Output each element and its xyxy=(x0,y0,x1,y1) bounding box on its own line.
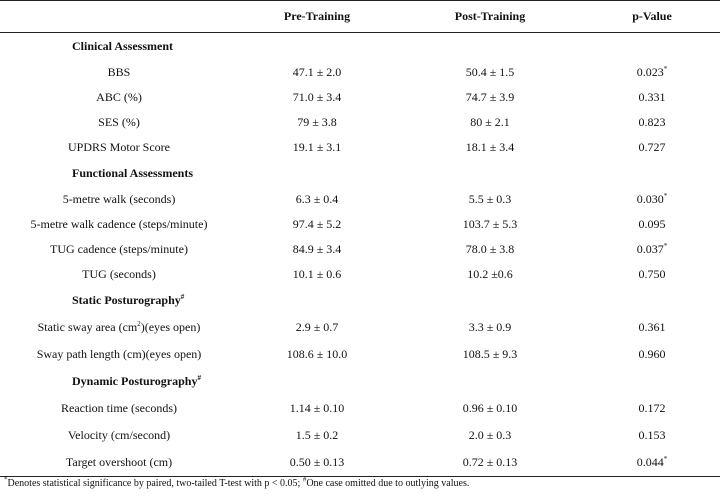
p-value: 0.750 xyxy=(638,267,666,281)
section-title xyxy=(0,33,720,61)
section-title xyxy=(0,368,720,395)
p-value: 0.095 xyxy=(638,217,666,231)
p-value: 0.361 xyxy=(638,320,666,334)
footnote-text-significance: Denotes statistical significance by paired, two-tailed T-test with p < 0.05; xyxy=(7,478,303,489)
section-header-row xyxy=(0,160,720,187)
row-label-suffix: )(eyes open) xyxy=(140,320,201,334)
pre-training-value: 10.1 ± 0.6 xyxy=(292,267,342,281)
p-value-cell xyxy=(584,135,720,160)
row-label: ABC (%) xyxy=(96,90,142,104)
p-value: 0.023 xyxy=(636,65,664,79)
post-training-value: 50.4 ± 1.5 xyxy=(465,65,515,79)
post-training-value: 0.96 ± 0.10 xyxy=(462,401,518,415)
post-training-value: 103.7 ± 5.3 xyxy=(462,217,518,231)
p-value: 0.044 xyxy=(636,455,664,469)
section-title-text: Functional Assessments xyxy=(72,166,194,180)
row-label-cell xyxy=(0,449,238,477)
row-label: TUG cadence (steps/minute) xyxy=(50,242,188,256)
row-label: SES (%) xyxy=(98,115,140,129)
post-training-value: 0.72 ± 0.13 xyxy=(396,449,584,477)
table-row xyxy=(0,422,720,449)
p-value-cell xyxy=(584,237,720,262)
row-label-cell xyxy=(0,422,238,449)
pre-training-value: 1.5 ± 0.2 xyxy=(295,428,339,442)
post-training-value: 74.7 ± 3.9 xyxy=(465,90,515,104)
table-row xyxy=(0,449,720,477)
row-label-superscript: 2 xyxy=(137,320,141,328)
header-pre-training: Pre-Training xyxy=(238,1,396,33)
p-value: 0.172 xyxy=(638,401,666,415)
row-label-cell xyxy=(0,135,238,160)
post-training-value: 80 ± 2.1 xyxy=(470,115,510,129)
p-value: 0.960 xyxy=(638,347,666,361)
section-title-text: Static Posturography xyxy=(72,293,181,307)
row-label-cell xyxy=(0,314,238,341)
post-training-value: 5.5 ± 0.3 xyxy=(468,192,512,206)
section-title-footnote-mark: # xyxy=(197,374,201,382)
p-value: 0.823 xyxy=(638,115,666,129)
row-label-cell xyxy=(0,262,238,287)
table-footnote xyxy=(4,475,470,489)
table-row xyxy=(0,341,720,368)
table-body xyxy=(0,33,720,477)
significance-mark: * xyxy=(663,242,668,250)
row-label: UPDRS Motor Score xyxy=(67,140,170,154)
section-header-row xyxy=(0,33,720,61)
pre-training-value: 79 ± 3.8 xyxy=(297,115,337,129)
section-title xyxy=(0,160,720,187)
pre-training-value: 71.0 ± 3.4 xyxy=(292,90,342,104)
table-row xyxy=(0,135,720,160)
pre-training-value: 19.1 ± 3.1 xyxy=(292,140,342,154)
row-label: TUG (seconds) xyxy=(82,267,156,281)
row-label: BBS xyxy=(107,65,131,79)
row-label-cell xyxy=(0,110,238,135)
p-value-cell xyxy=(584,187,720,212)
p-value-cell xyxy=(584,212,720,237)
row-label: Reaction time (seconds) xyxy=(61,401,177,415)
row-label-cell xyxy=(0,395,238,422)
row-label: Target overshoot (cm) xyxy=(65,455,173,469)
row-label: 5-metre walk (seconds) xyxy=(62,192,176,206)
post-training-value: 18.1 ± 3.4 xyxy=(465,140,515,154)
table-header-row xyxy=(0,1,720,33)
section-title xyxy=(0,287,720,314)
table-row xyxy=(0,110,720,135)
row-label: 5-metre walk cadence (steps/minute) xyxy=(30,217,208,231)
significance-mark: * xyxy=(663,192,668,200)
post-training-value: 78.0 ± 3.8 xyxy=(465,242,515,256)
header-post-training: Post-Training xyxy=(396,1,584,33)
significance-mark: * xyxy=(663,65,668,73)
row-label: Static sway area (cm xyxy=(37,320,138,334)
p-value: 0.030 xyxy=(636,192,664,206)
significance-mark: * xyxy=(663,455,668,463)
header-measure xyxy=(0,1,238,33)
table-row xyxy=(0,187,720,212)
section-header-row xyxy=(0,287,720,314)
pre-training-value: 2.9 ± 0.7 xyxy=(295,320,339,334)
row-label: Sway path length (cm)(eyes open) xyxy=(36,347,202,361)
table-row xyxy=(0,212,720,237)
footnote-text-omitted: One case omitted due to outlying values. xyxy=(306,478,470,489)
row-label-cell xyxy=(0,85,238,110)
p-value: 0.331 xyxy=(638,90,666,104)
pre-training-value: 47.1 ± 2.0 xyxy=(292,65,342,79)
p-value-cell xyxy=(584,110,720,135)
table-row xyxy=(0,85,720,110)
table-row xyxy=(0,314,720,341)
row-label-cell xyxy=(0,60,238,85)
pre-training-value: 0.50 ± 0.13 xyxy=(238,449,396,477)
row-label-cell xyxy=(0,187,238,212)
pre-training-value: 6.3 ± 0.4 xyxy=(295,192,339,206)
p-value: 0.727 xyxy=(638,140,666,154)
p-value-cell xyxy=(584,395,720,422)
p-value-cell xyxy=(584,85,720,110)
section-title-footnote-mark: # xyxy=(180,293,185,301)
p-value: 0.037 xyxy=(636,242,664,256)
footnote-mark-omitted: # xyxy=(302,475,307,484)
row-label-cell xyxy=(0,212,238,237)
p-value-cell xyxy=(584,422,720,449)
pre-training-value: 97.4 ± 5.2 xyxy=(292,217,342,231)
p-value-cell xyxy=(584,341,720,368)
row-label-cell xyxy=(0,341,238,368)
pre-training-value: 84.9 ± 3.4 xyxy=(292,242,342,256)
post-training-value: 10.2 ±0.6 xyxy=(467,267,513,281)
p-value-cell xyxy=(584,60,720,85)
row-label-cell xyxy=(0,237,238,262)
section-header-row xyxy=(0,368,720,395)
table-row xyxy=(0,60,720,85)
pre-training-value: 1.14 ± 0.10 xyxy=(289,401,345,415)
post-training-value: 108.5 ± 9.3 xyxy=(462,347,518,361)
post-training-value: 3.3 ± 0.9 xyxy=(468,320,512,334)
footnote-mark-significance: * xyxy=(4,475,8,484)
section-title-text: Dynamic Posturography xyxy=(72,374,198,388)
row-label: Velocity (cm/second) xyxy=(67,428,171,442)
p-value-cell xyxy=(584,314,720,341)
p-value-cell xyxy=(584,262,720,287)
pre-training-value: 108.6 ± 10.0 xyxy=(286,347,348,361)
p-value: 0.153 xyxy=(638,428,666,442)
post-training-value: 2.0 ± 0.3 xyxy=(468,428,512,442)
table-row xyxy=(0,395,720,422)
p-value-cell xyxy=(584,449,720,477)
header-p-value: p-Value xyxy=(584,1,720,33)
section-title-text: Clinical Assessment xyxy=(72,39,174,53)
table-row xyxy=(0,237,720,262)
table-row xyxy=(0,262,720,287)
